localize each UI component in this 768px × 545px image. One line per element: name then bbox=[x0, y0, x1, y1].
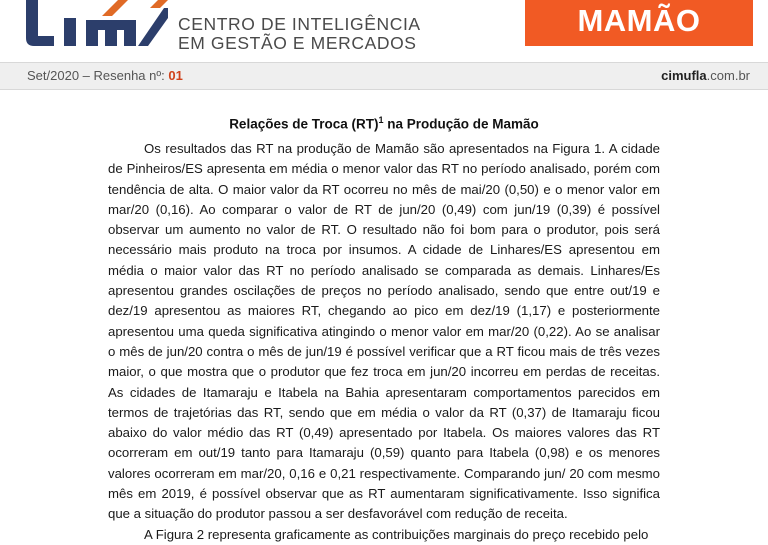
issue-number: 01 bbox=[168, 68, 183, 83]
header bbox=[0, 0, 768, 60]
product-badge: MAMÃO bbox=[525, 0, 753, 46]
title-text: Relações de Troca (RT) bbox=[229, 116, 379, 132]
issue-info bbox=[27, 68, 183, 83]
org-name-line-2: EM GESTÃO E MERCADOS bbox=[178, 33, 417, 53]
title-footnote-mark: 1 bbox=[378, 115, 384, 125]
issue-bar bbox=[0, 62, 768, 90]
site-link[interactable] bbox=[661, 68, 750, 83]
title-suffix: na Produção de Mamão bbox=[383, 116, 539, 132]
paragraph-1: Os resultados das RT na produção de Mamão são apresentados na Figura 1. A cidade de Pinheiros/ES apresenta em média o menor valor das RT no período analisado, porém com tendência de alta. O maior valor da RT ocorreu no mês de mai/20 (0,50) e o menor valor em mar/20 (0,16). Ao comparar o valor de RT de jun/20 (0,49) com jun/19 (0,39) é possível observar um aumento no valor de RT. O resultado não foi bom para o produtor, pois será necessário mais produto na troca por insumos. A cidade de Linhares/ES apresentou em média o maior valor das RT no período analisado se comparada as demais. Linhares/Es apresentou grandes oscilações de preços no período analisado, sendo que entre out/19 e dez/19 apresentou as maiores RT, chegando ao pico em dez/19 (1,17) e posteriormente apresentou uma queda significativa atingindo o menor valor em mar/20 (0,22). Ao se analisar o mês de jun/20 contra o mês de jun/19 é possível verificar que a RT ficou mais de três vezes maior, o que mostra que o produtor que fez troca em jun/20 incorreu em perdas de receitas. As cidades de Itamaraju e Itabela na Bahia apresentaram comportamentos parecidos em termos de trajetórias das RT, sendo que em média o valor da RT (0,37) de Itamaraju ficou abaixo do valor médio das RT (0,49) apresentado por Itabela. Os maiores valores das RT ocorreram em out/19 tanto para Itamaraju (0,59) quanto para Itabela (0,98) e os menores valores ocorreram em mar/20, 0,16 e 0,21 respectivamente. Comparando jun/ 20 com mesmo mês em 2019, é possível observar que as RT aumentaram significativamente. Isso significa que a situação do produtor passou a ser desfavorável com redução de receita. bbox=[108, 141, 660, 522]
article-title bbox=[0, 115, 768, 132]
cim-logo-icon bbox=[18, 0, 168, 50]
org-name-line-1: CENTRO DE INTELIGÊNCIA bbox=[178, 14, 421, 34]
site-domain: .com.br bbox=[706, 68, 750, 83]
issue-prefix: Set/2020 – Resenha nº: bbox=[27, 68, 169, 83]
article-body bbox=[108, 139, 660, 545]
site-name: cimufla bbox=[661, 68, 707, 83]
paragraph-2: A Figura 2 representa graficamente as contribuições marginais do preço recebido pelo bbox=[144, 526, 649, 542]
